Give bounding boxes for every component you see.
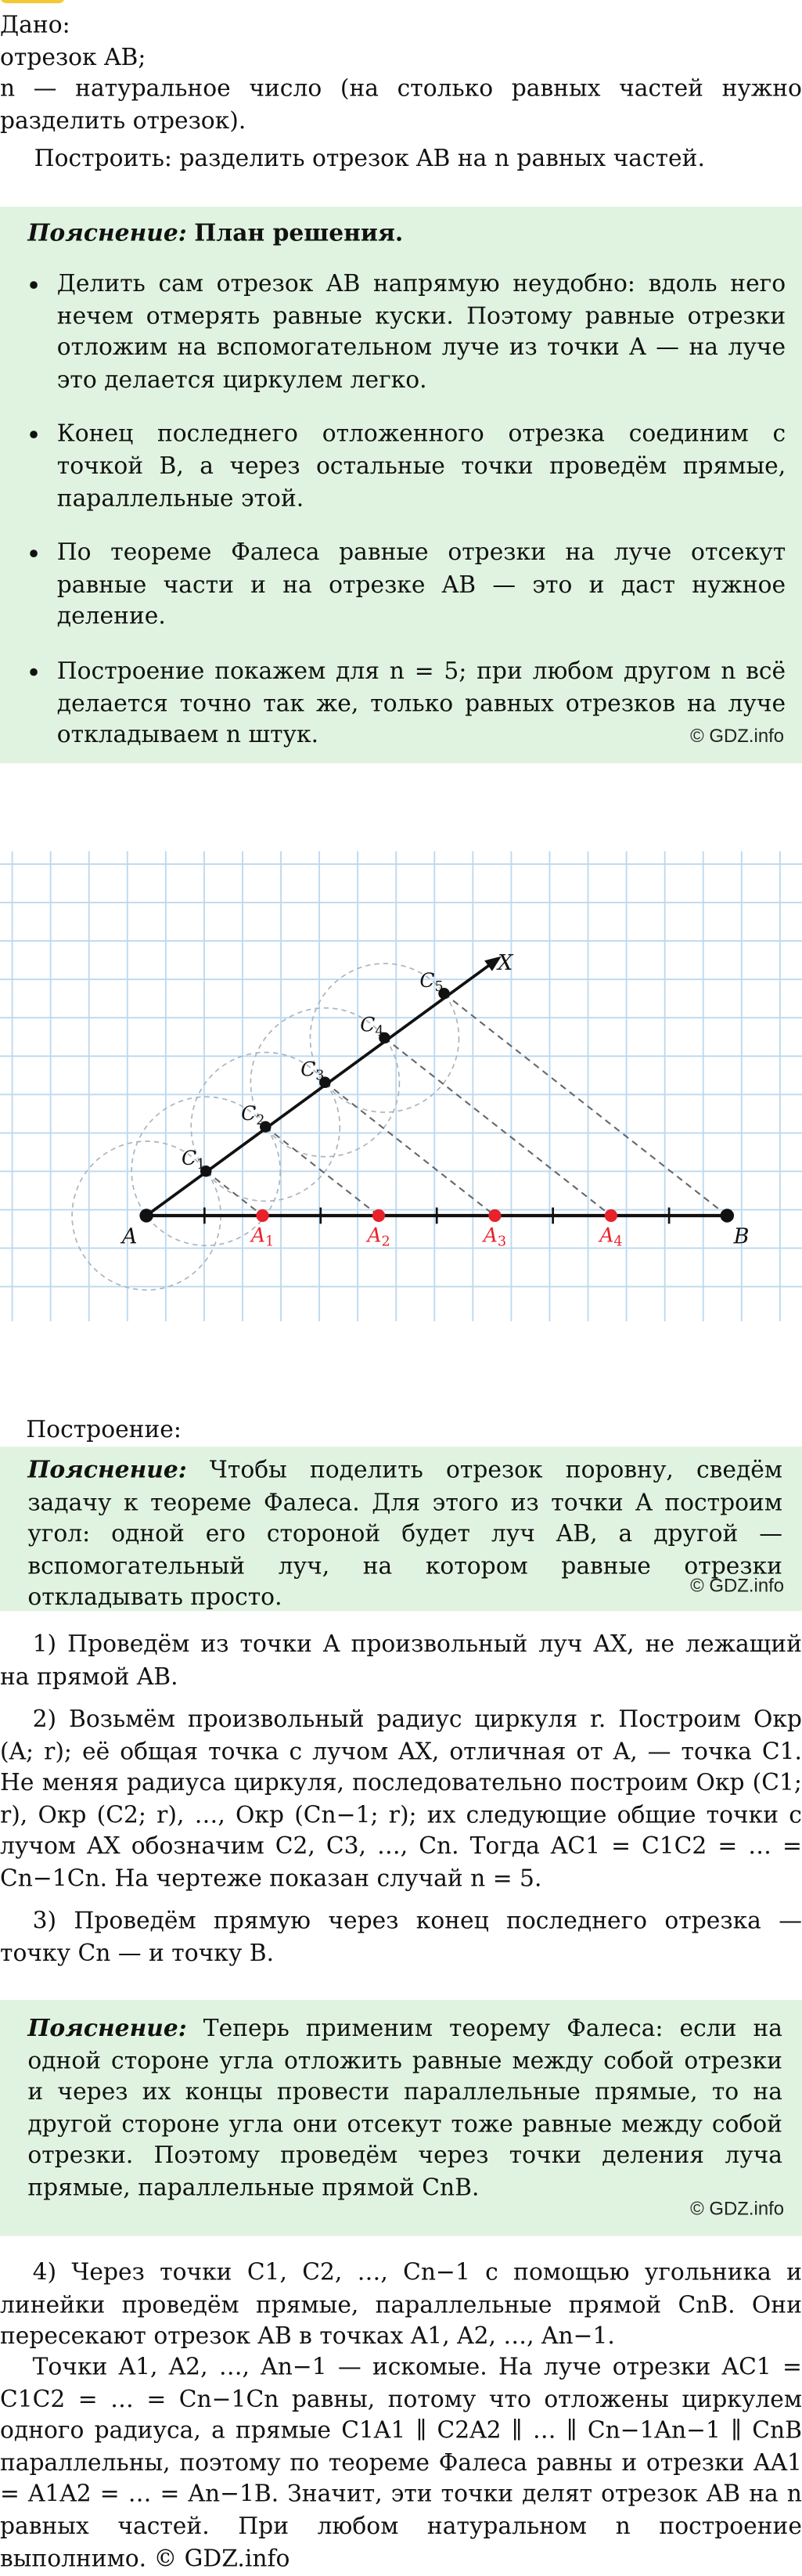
point-a2 [372,1209,385,1222]
given-block [0,12,802,139]
label-a3: $A_3$ [483,1223,507,1250]
hint2-italic: Пояснение: [27,2016,187,2043]
point-a [139,1209,153,1222]
plan-heading [27,220,403,252]
point-b [721,1209,734,1222]
plan-heading-bold: План решения. [194,221,404,248]
hint2-box [0,2000,802,2236]
given-line1: отрезок AB; [0,45,146,71]
grid [0,851,802,1321]
plan-bullet-3: • По теореме Фалеса равные отрезки на луче отсекут равные части и на отрезке AB — это и даст нужное деление. [0,539,802,634]
label-c4: $C_4$ [360,1013,384,1039]
label-c3: $C_3$ [300,1057,325,1084]
label-b: B [733,1224,750,1249]
plan-heading-italic: Пояснение: [27,221,187,248]
parallel-lines [206,993,727,1216]
step-4: 4) Через точки C1, C2, …, Cn−1 с помощью угольника и линейки проведём прямые, параллельные прямой CnB. Они пересекают отрезок AB в точках A1, A2, …, An−1. [0,2260,802,2351]
point-a1 [256,1209,268,1222]
label-c5: $C_5$ [419,968,444,996]
construction-figure [0,851,802,1321]
parallel-line [325,1083,495,1216]
label-a: A [121,1224,138,1249]
plan-box [0,207,802,763]
step-2: 2) Возьмём произвольный радиус циркуля r. Построим Окр (A; r); её общая точка с лучом AX, отличная от A, — точка C1. Не меняя радиуса циркуля, последовательно построим Окр (C1; r), Окр (C2; r), …, Окр (Cn−1; r); их следующие общие точки с лучом AX обозначим C2, C3, …, Cn. Тогда AC1 = C1C2 = … = Cn−1Cn. На чертеже показан случай n = 5. [0,1706,802,1893]
plan-bullet-1: • Делить сам отрезок AB напрямую неудобно: вдоль него нечем отмерять равные куски. Поэтому равные отрезки отложим на вспомогательном луче из точки A — на луче это делается циркулем легко. [0,270,802,398]
plan-bullets [0,270,802,776]
label-c1: $C_1$ [182,1146,206,1173]
watermark: © GDZ.info [690,1576,785,1597]
given-line2: n — натуральное число (на столько равных частей нужно разделить отрезок). [0,77,802,135]
hint1-text [27,1457,785,1616]
hint2-text [27,2015,782,2206]
plan-bullet-4: • Построение покажем для n = 5; при любом другом n всё делается точно так же, только равных отрезков на луче откладываем n штук. [0,658,802,753]
label-a2: $A_2$ [367,1223,390,1250]
parallel-line [444,993,728,1216]
construction-title: Построение: [26,1417,182,1444]
conclusion: Точки A1, A2, …, An−1 — искомые. На луче отрезки AC1 = C1C2 = … = Cn−1Cn равны, потому что отложены циркулем одного радиуса, а прямые C1A1 ∥ C2A2 ∥ … ∥ Cn−1An−1 ∥ CnB параллельны, поэтому по теореме Фалеса равны и отрезки AA1 = A1A2 = … = An−1B. Значит, эти точки делят отрезок AB на n равных частей. При любом натуральном n построение выполнимо. © GDZ.info [0,2354,802,2572]
parallel-line [384,1038,610,1216]
step-3: 3) Проведём прямую через конец последнего отрезка — точку Cn — и точку B. [0,1908,802,1967]
label-a1: $A_1$ [250,1223,275,1250]
hint1-box [0,1447,802,1611]
given-label: Дано: [0,13,70,39]
label-a4: $A_4$ [599,1223,623,1250]
label-c2: $C_2$ [241,1102,265,1129]
top-tab [0,0,65,3]
hint1-italic: Пояснение: [27,1457,187,1485]
hint2-body: Теперь применим теорему Фалеса: если на одной стороне угла отложить равные между собой отрезки и через их концы провести параллельные прямые, то на другой стороне угла они отсекут тоже равные между собой отрезки. Поэтому проведём через точки деления луча прямые, параллельные прямой CnB. [27,2016,782,2202]
watermark: © GDZ.info [690,727,785,748]
hint1-body: Чтобы поделить отрезок поровну, сведём задачу к теореме Фалеса. Для этого из точки A построим угол: одной его стороной будет луч AB, а другой — вспомогательный луч, на котором равные отрезки откладывать просто. [27,1457,783,1612]
label-x: X [498,951,513,976]
step-1: 1) Проведём из точки A произвольный луч AX, не лежащий на прямой AB. [0,1632,802,1691]
watermark: © GDZ.info [690,2200,785,2220]
point-a4 [605,1209,617,1222]
plan-bullet-2: • Конец последнего отложенного отрезка соединим с точкой B, а через остальные точки проведём прямые, параллельные этой. [0,420,802,516]
point-a3 [488,1209,501,1222]
parallel-line [206,1171,262,1216]
task-text: Построить: разделить отрезок AB на n равных частей. [34,146,705,173]
points [139,988,734,1223]
